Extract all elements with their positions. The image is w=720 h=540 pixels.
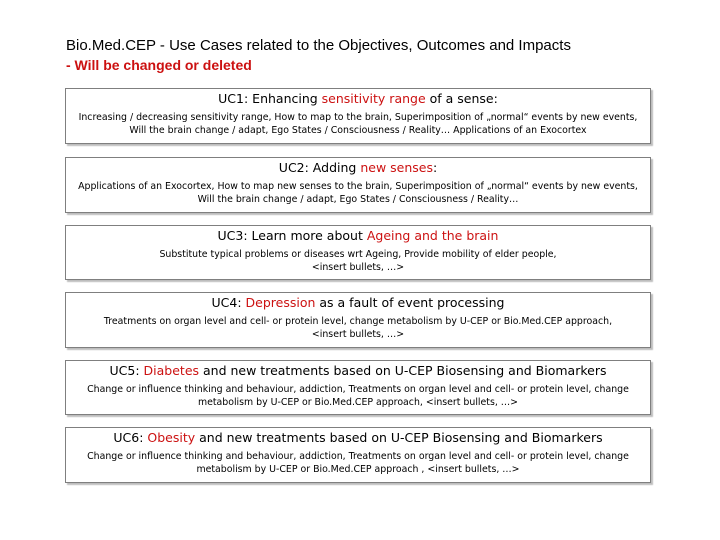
use-case-description-line: Increasing / decreasing sensitivity range, How to map to the brain, Superimposition of „normal“ events by new events, xyxy=(78,112,638,123)
use-case-title-suffix: and new treatments based on U-CEP Biosensing and Biomarkers xyxy=(195,430,603,445)
use-case-title-prefix: UC2: Adding xyxy=(278,160,361,175)
use-case-title-prefix: UC6: xyxy=(113,430,148,445)
use-case-box-2 xyxy=(65,157,651,213)
use-case-description-line: Substitute typical problems or diseases wrt Ageing, Provide mobility of elder people, xyxy=(159,249,557,260)
use-case-box-3 xyxy=(65,225,651,280)
use-case-title xyxy=(66,159,650,176)
slide-title: Bio.Med.CEP - Use Cases related to the Objectives, Outcomes and Impacts xyxy=(66,37,571,54)
use-case-description-line: metabolism by U-CEP or Bio.Med.CEP approach, <insert bullets, …> xyxy=(197,396,519,408)
use-case-description xyxy=(66,316,650,341)
use-case-highlight: new senses xyxy=(360,160,433,175)
use-case-title-prefix: UC1: Enhancing xyxy=(218,91,322,106)
use-case-title xyxy=(66,429,650,446)
use-case-title xyxy=(66,90,650,107)
use-case-box-1 xyxy=(65,88,651,144)
use-case-box-4 xyxy=(65,292,651,348)
use-case-description xyxy=(66,451,650,476)
use-case-title xyxy=(66,362,650,379)
use-case-title-suffix: and new treatments based on U-CEP Biosensing and Biomarkers xyxy=(199,363,607,378)
use-case-title-suffix: as a fault of event processing xyxy=(315,295,505,310)
use-case-description xyxy=(66,384,650,409)
use-case-title-suffix: of a sense: xyxy=(425,91,498,106)
use-case-description-line: Will the brain change / adapt, Ego States / Consciousness / Reality… Applications of an Exocortex xyxy=(129,124,587,136)
use-case-description-line: Change or influence thinking and behaviour, addiction, Treatments on organ level and cell- or protein level, change xyxy=(87,451,629,462)
use-case-description-line: Will the brain change / adapt, Ego States / Consciousness / Reality… xyxy=(197,193,519,205)
slide-subtitle: - Will be changed or deleted xyxy=(66,57,252,73)
use-case-description-line: Applications of an Exocortex, How to map new senses to the brain, Superimposition of „normal“ events by new events, xyxy=(78,181,638,192)
use-case-description-line: <insert bullets, …> xyxy=(311,261,405,273)
use-case-description xyxy=(66,249,650,274)
use-case-description xyxy=(66,112,650,137)
use-case-description-line: metabolism by U-CEP or Bio.Med.CEP approach , <insert bullets, …> xyxy=(196,463,520,475)
use-case-title-prefix: UC4: xyxy=(211,295,246,310)
use-case-description-line: Change or influence thinking and behaviour, addiction, Treatments on organ level and cell- or protein level, change xyxy=(87,384,629,395)
use-case-title-prefix: UC5: xyxy=(109,363,144,378)
use-case-description-line: <insert bullets, …> xyxy=(311,328,405,340)
use-case-highlight: Obesity xyxy=(147,430,196,445)
use-case-highlight: Diabetes xyxy=(143,363,200,378)
use-case-box-5 xyxy=(65,360,651,415)
use-case-description xyxy=(66,181,650,206)
use-case-highlight: Ageing and the brain xyxy=(366,228,499,243)
use-case-highlight: sensitivity range xyxy=(321,91,426,106)
use-case-box-6 xyxy=(65,427,651,483)
use-case-description-line: Treatments on organ level and cell- or protein level, change metabolism by U-CEP or Bio.Med.CEP approach, xyxy=(103,316,613,327)
use-case-title xyxy=(66,227,650,244)
use-case-title xyxy=(66,294,650,311)
use-case-title-suffix: : xyxy=(432,160,438,175)
use-case-highlight: Depression xyxy=(245,295,316,310)
use-case-title-prefix: UC3: Learn more about xyxy=(217,228,367,243)
